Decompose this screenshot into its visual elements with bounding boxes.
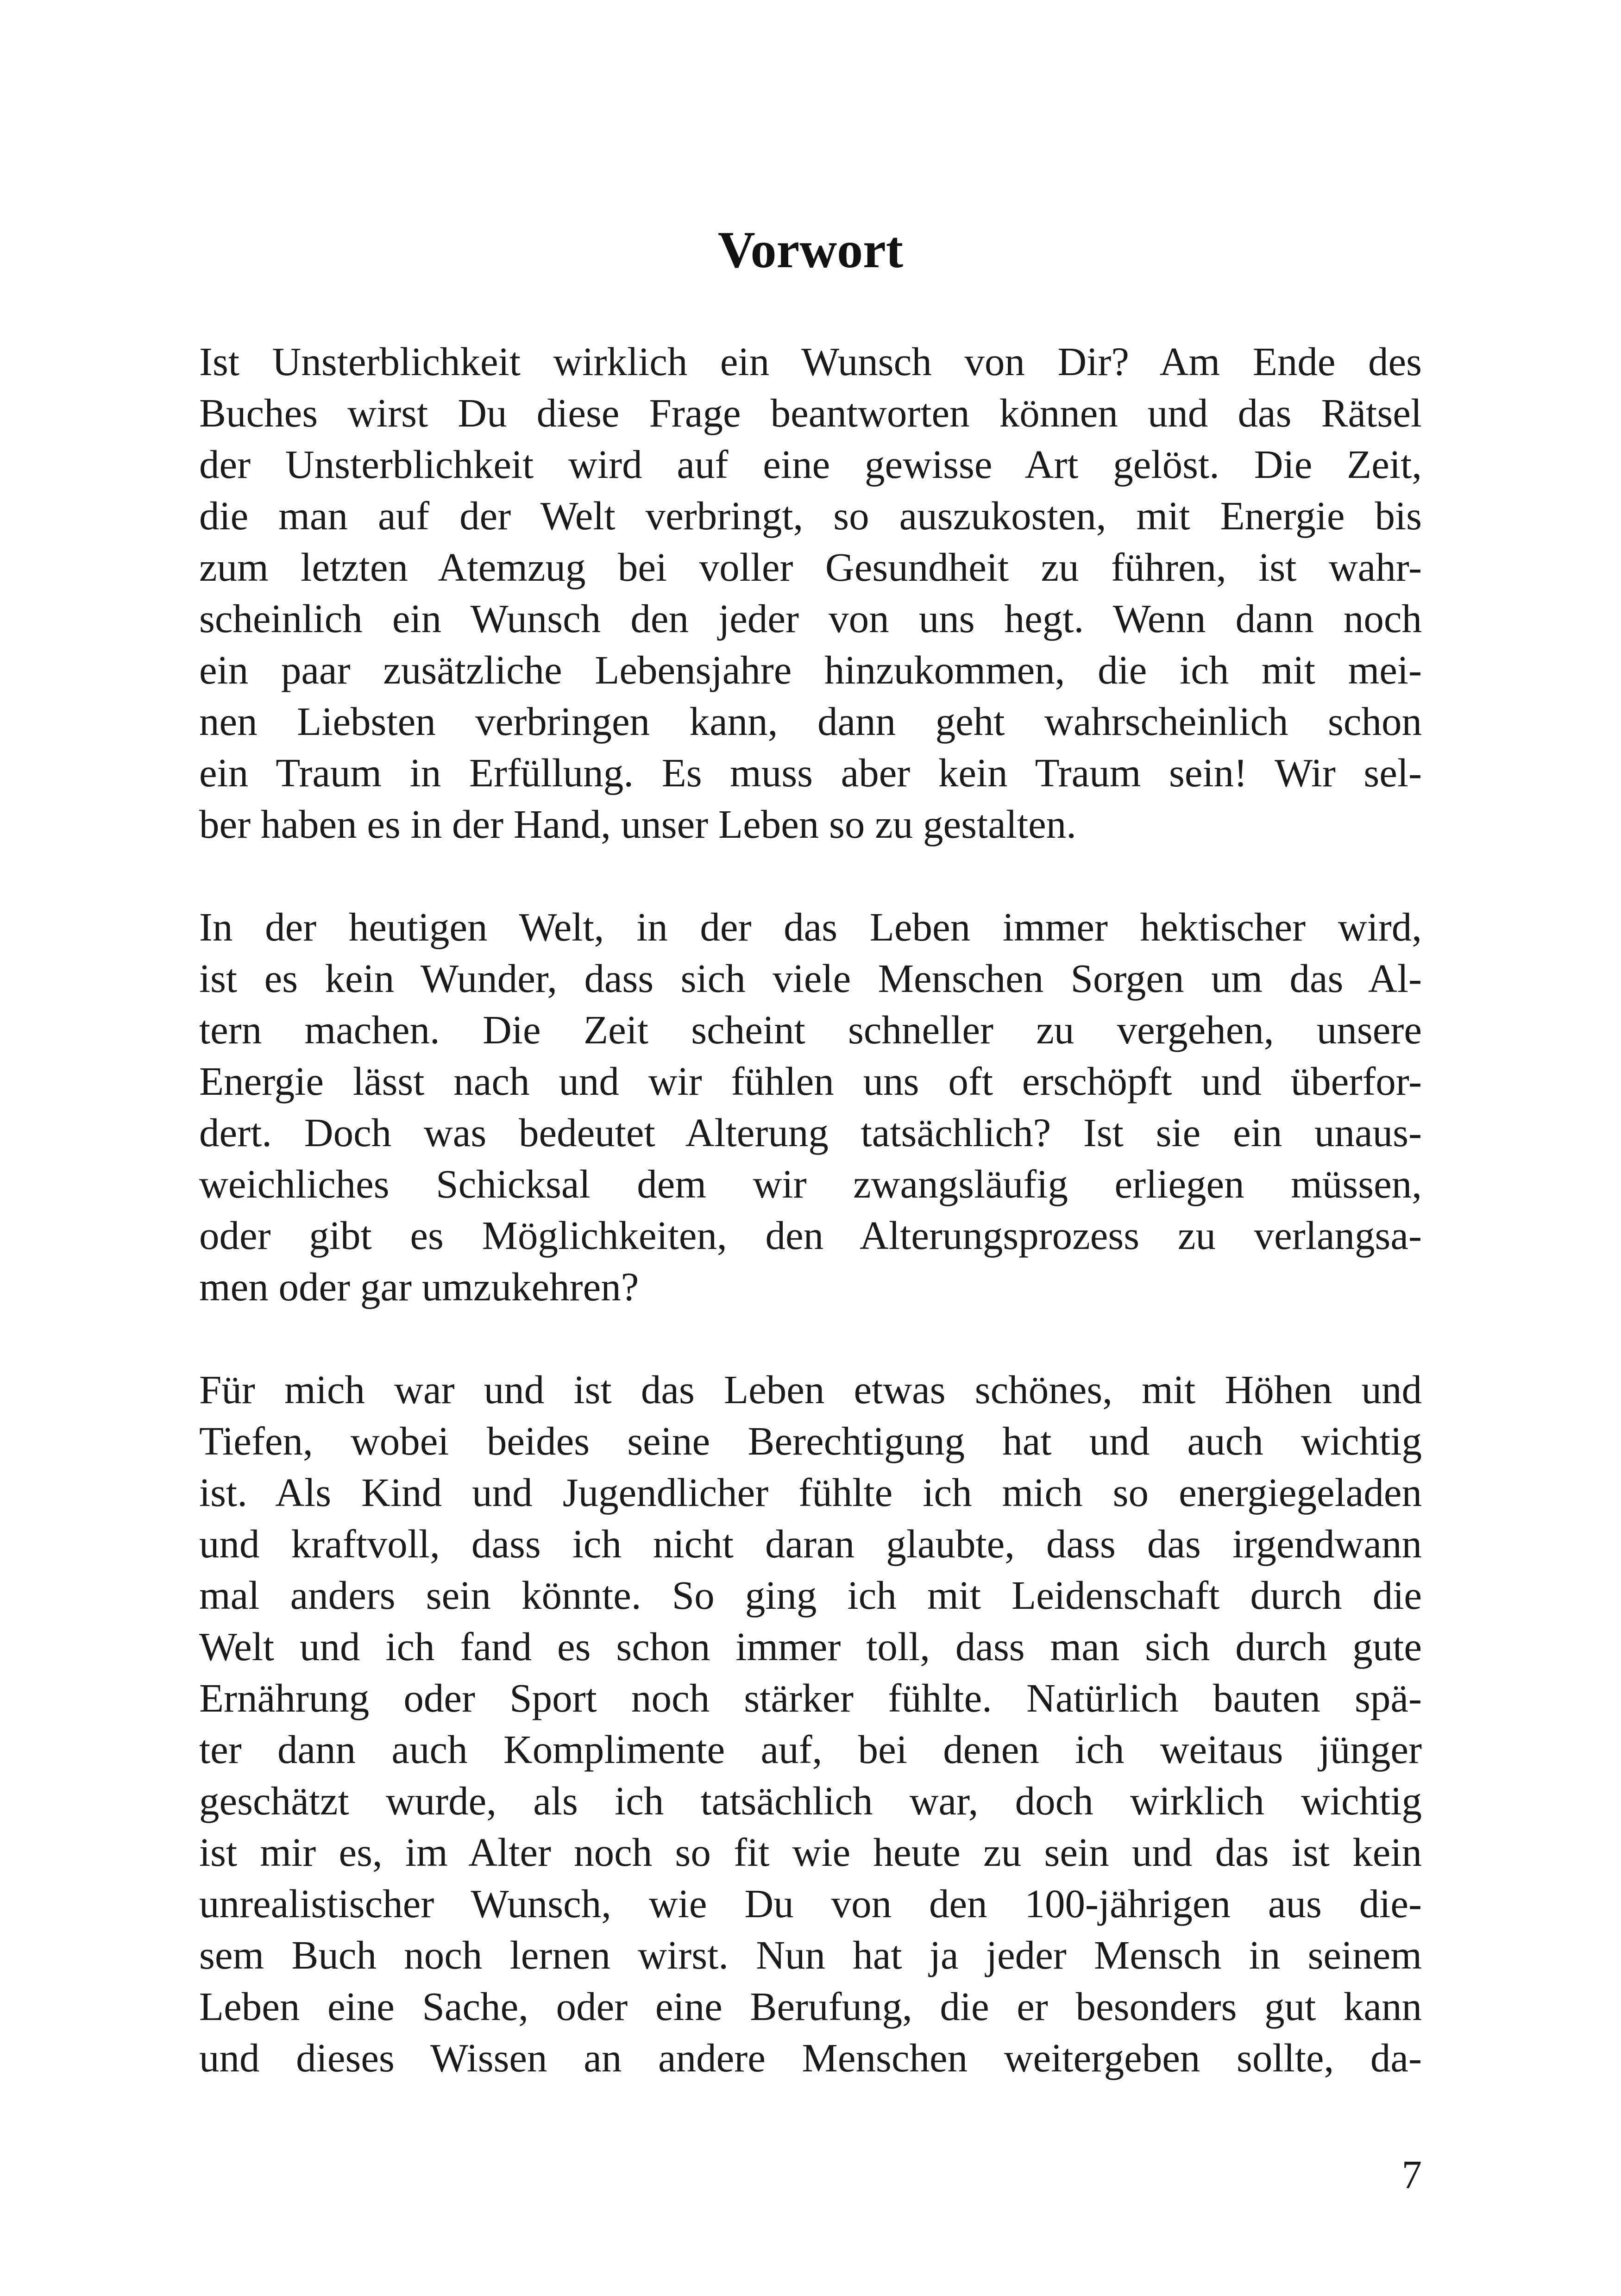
text-line: mal anders sein könnte. So ging ich mit Leidenschaft durch die	[199, 1573, 1422, 1618]
text-line: und dieses Wissen an andere Menschen weitergeben sollte, da-	[199, 2035, 1422, 2080]
text-line: Energie lässt nach und wir fühlen uns oft erschöpft und überfor-	[199, 1059, 1422, 1104]
text-line: Ist Unsterblichkeit wirklich ein Wunsch von Dir? Am Ende des	[199, 339, 1422, 384]
text-line: nen Liebsten verbringen kann, dann geht wahrscheinlich schon	[199, 699, 1422, 744]
text-line: dert. Doch was bedeutet Alterung tatsächlich? Ist sie ein unaus-	[199, 1110, 1422, 1155]
text-line: men oder gar umzukehren?	[199, 1264, 639, 1309]
paragraph-3	[199, 1364, 1422, 2083]
text-line: tern machen. Die Zeit scheint schneller zu vergehen, unsere	[199, 1007, 1422, 1052]
text-line: weichliches Schicksal dem wir zwangsläufig erliegen müssen,	[199, 1161, 1422, 1206]
text-line: Ernährung oder Sport noch stärker fühlte. Natürlich bauten spä-	[199, 1675, 1422, 1720]
chapter-title: Vorwort	[717, 221, 904, 279]
paragraph-2	[199, 901, 1422, 1312]
text-line: Welt und ich fand es schon immer toll, dass man sich durch gute	[199, 1624, 1422, 1669]
text-line: geschätzt wurde, als ich tatsächlich war, doch wirklich wichtig	[199, 1778, 1422, 1823]
paragraph-1	[199, 336, 1422, 850]
text-line: ist es kein Wunder, dass sich viele Menschen Sorgen um das Al-	[199, 956, 1422, 1001]
text-line: der Unsterblichkeit wird auf eine gewisse Art gelöst. Die Zeit,	[199, 442, 1422, 487]
text-line: ter dann auch Komplimente auf, bei denen ich weitaus jünger	[199, 1727, 1422, 1772]
text-line: zum letzten Atemzug bei voller Gesundheit zu führen, ist wahr-	[199, 545, 1422, 590]
body-text	[199, 336, 1422, 2135]
page-number: 7	[1401, 2152, 1422, 2197]
text-line: ein Traum in Erfüllung. Es muss aber kein Traum sein! Wir sel-	[199, 750, 1422, 795]
text-line: ein paar zusätzliche Lebensjahre hinzukommen, die ich mit mei-	[199, 647, 1422, 692]
text-line: Buches wirst Du diese Frage beantworten können und das Rätsel	[199, 390, 1422, 435]
text-line: Für mich war und ist das Leben etwas schönes, mit Höhen und	[199, 1367, 1422, 1412]
text-line: Tiefen, wobei beides seine Berechtigung hat und auch wichtig	[199, 1418, 1422, 1463]
text-line: die man auf der Welt verbringt, so auszukosten, mit Energie bis	[199, 493, 1422, 538]
text-line: sem Buch noch lernen wirst. Nun hat ja jeder Mensch in seinem	[199, 1932, 1422, 1977]
text-line: ist. Als Kind und Jugendlicher fühlte ich mich so energiegeladen	[199, 1470, 1422, 1515]
text-line: ber haben es in der Hand, unser Leben so zu gestalten.	[199, 802, 1076, 847]
text-line: In der heutigen Welt, in der das Leben immer hektischer wird,	[199, 904, 1422, 949]
text-line: ist mir es, im Alter noch so fit wie heute zu sein und das ist kein	[199, 1830, 1422, 1875]
text-line: unrealistischer Wunsch, wie Du von den 100-jährigen aus die-	[199, 1881, 1422, 1926]
text-line: oder gibt es Möglichkeiten, den Alterungsprozess zu verlangsa-	[199, 1213, 1422, 1258]
text-line: scheinlich ein Wunsch den jeder von uns hegt. Wenn dann noch	[199, 596, 1422, 641]
text-line: und kraftvoll, dass ich nicht daran glaubte, dass das irgendwann	[199, 1521, 1422, 1566]
text-line: Leben eine Sache, oder eine Berufung, die er besonders gut kann	[199, 1984, 1422, 2029]
